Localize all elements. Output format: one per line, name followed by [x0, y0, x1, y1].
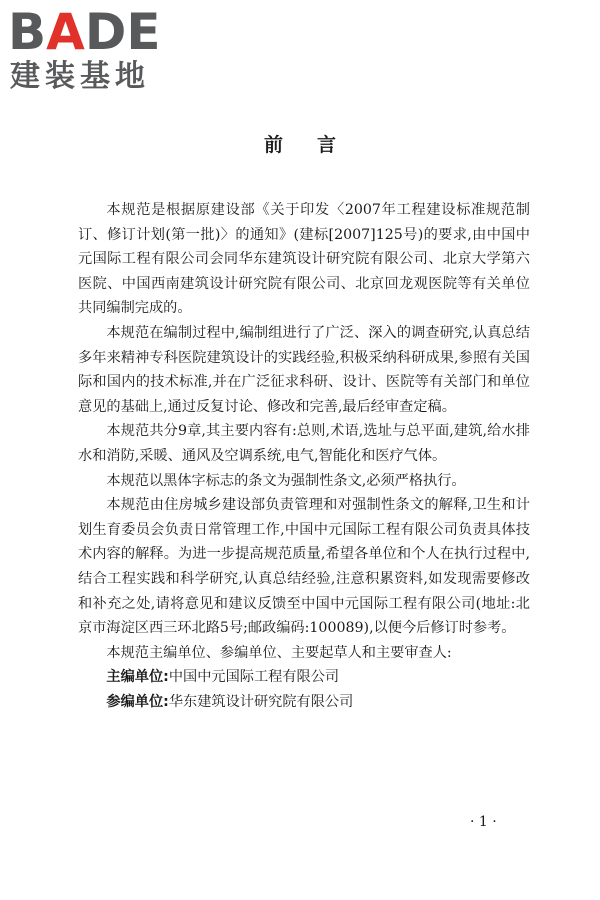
- page-title: 前言: [263, 134, 370, 156]
- paragraph: 本规范是根据原建设部《关于印发〈2007年工程建设标准规范制订、修订计划(第一批)〉的通知》(建标[2007]125号)的要求,由中国中元国际工程有限公司会同华东建筑设计研究院有限公司、北京大学第六医院、中国西南建筑设计研究院有限公司、北京回龙观医院等有关单位共同编制完成的。: [78, 202, 530, 317]
- logo-wordmark: BADE: [8, 3, 161, 61]
- paragraph: 本规范以黑体字标志的条文为强制性条文,必须严格执行。: [106, 472, 466, 489]
- participating-unit-value: 华东建筑设计研究院有限公司: [168, 693, 354, 710]
- paragraph: 本规范由住房城乡建设部负责管理和对强制性条文的解释,卫生和计划生育委员会负责日常管理工作,中国中元国际工程有限公司负责具体技术内容的解释。为进一步提高规范质量,希望各单位和个人在执行过程中,结合工程实践和科学研究,认真总结经验,注意积累资料,如发现需要修改和补充之处,请将意见和建议反馈至中国中元国际工程有限公司(地址:北京市海淀区西三环北路5号;邮政编码:100089),以便今后修订时参考。: [78, 497, 530, 637]
- bade-logo: [8, 4, 178, 100]
- participating-unit-line: [78, 690, 530, 715]
- chief-unit-value: 中国中元国际工程有限公司: [168, 669, 340, 686]
- paragraph: 本规范共分9章,其主要内容有:总则,术语,选址与总平面,建筑,给水排水和消防,采暖、通风及空调系统,电气,智能化和医疗气体。: [78, 423, 530, 464]
- paragraph: 本规范主编单位、参编单位、主要起草人和主要审查人:: [106, 644, 452, 661]
- chief-unit-line: [78, 665, 530, 690]
- chief-unit-label: 主编单位:: [106, 669, 169, 686]
- preface-body: [78, 198, 530, 714]
- page-number: · 1 ·: [470, 814, 497, 830]
- paragraph: 本规范在编制过程中,编制组进行了广泛、深入的调查研究,认真总结多年来精神专科医院建筑设计的实践经验,积极采纳科研成果,参照有关国际和国内的技术标准,并在广泛征求科研、设计、医院等有关部门和单位意见的基础上,通过反复讨论、修改和完善,最后经审查定稿。: [78, 324, 530, 415]
- participating-unit-label: 参编单位:: [106, 693, 169, 710]
- logo-subtitle: 建装基地: [10, 59, 150, 94]
